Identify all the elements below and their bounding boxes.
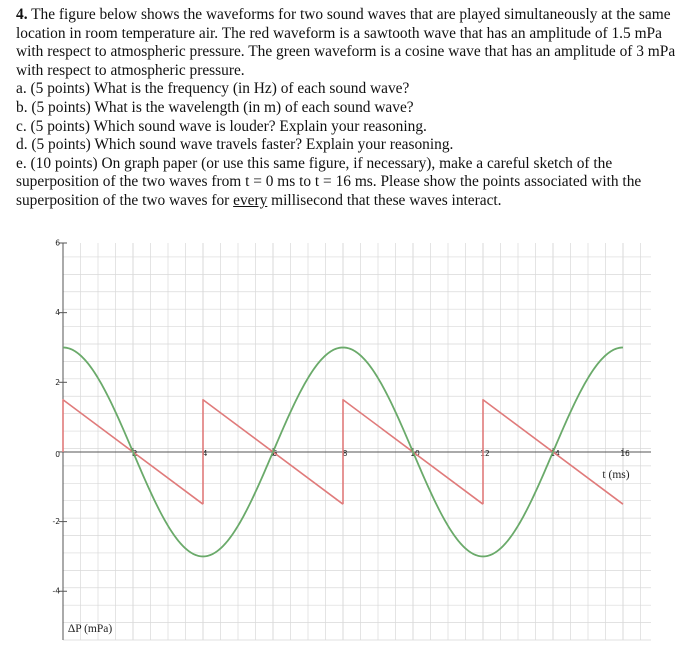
x-tick-label: 6 — [272, 448, 278, 458]
x-tick-label: 12 — [480, 448, 490, 458]
part-d: d. (5 points) Which sound wave travels faster? Explain your reasoning. — [16, 136, 454, 154]
y-tick-label: 6 — [55, 238, 60, 248]
x-tick-label: 8 — [342, 448, 348, 458]
y-tick-label: 4 — [55, 308, 60, 318]
x-tick-label: 2 — [132, 448, 138, 458]
intro-text: The figure below shows the waveforms for two sound waves that are played simultaneously at the same location in room temperature air. The red waveform is a sawtooth wave that has an amplitude of 1.5 mPa with respect to atmospheric pressure. The green waveform is a cosine wave that has an amplitude of 3 mPa with respect to atmospheric pressure. — [16, 6, 676, 79]
y-tick-label: 0 — [55, 449, 60, 459]
part-e-emphasis: every — [233, 191, 268, 209]
part-e-text: e. (10 points) On graph paper (or use this same figure, if necessary), make a careful sketch of the superposition of the two waves from t = 0 ms to t = 16 ms. Please show the points associated with the superposition of the two waves for — [16, 154, 642, 209]
part-b: b. (5 points) What is the wavelength (in m) of each sound wave? — [16, 98, 414, 116]
x-axis-label: t (ms) — [602, 469, 630, 481]
y-tick-label: 2 — [55, 377, 60, 387]
x-tick-label: 14 — [550, 448, 560, 458]
part-c: c. (5 points) Which sound wave is louder? Explain your reasoning. — [16, 117, 427, 135]
chart-axes — [63, 243, 651, 640]
x-tick-label: 16 — [620, 448, 630, 458]
chart-grid — [63, 243, 651, 640]
part-e-end: millisecond that these waves interact. — [267, 191, 502, 209]
x-tick-label: 10 — [410, 448, 420, 458]
y-tick-label: -2 — [52, 517, 60, 527]
y-tick-label: -4 — [52, 586, 60, 596]
part-a: a. (5 points) What is the frequency (in Hz) of each sound wave? — [16, 80, 410, 98]
x-tick-label: 4 — [202, 448, 208, 458]
question-number: 4. — [16, 6, 28, 23]
y-axis-label: ΔP (mPa) — [67, 623, 113, 635]
